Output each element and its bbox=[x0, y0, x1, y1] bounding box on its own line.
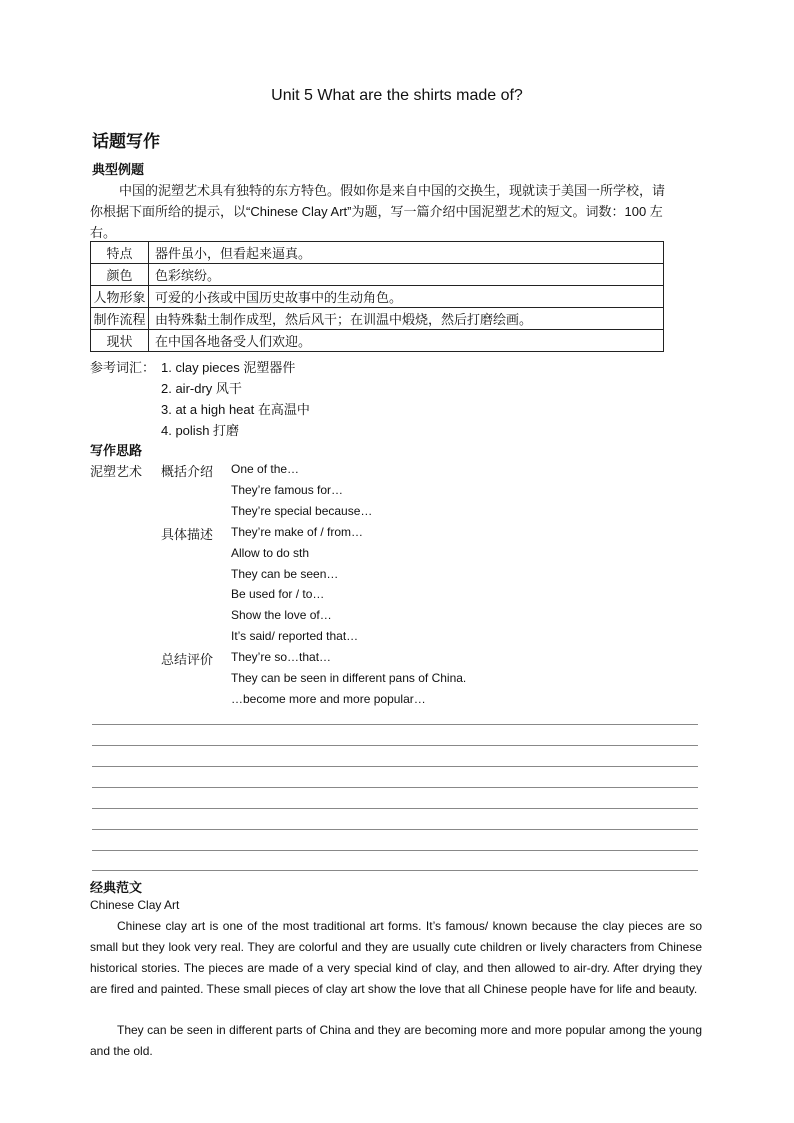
table-key: 颜色 bbox=[91, 264, 149, 286]
outline-intro-label: 概括介绍 bbox=[161, 464, 214, 479]
outline-line: Allow to do sth bbox=[231, 546, 310, 560]
vocab-label: 参考词汇： bbox=[90, 360, 156, 375]
essay-paragraph-1: Chinese clay art is one of the most traditional art forms. It’s famous/ known because the clay pieces are so small but they look very real. They are colorful and they are usually cute children or lively characters from Chinese historical stories. The pieces are made of a very special kind of clay, and then allowed to air-dry. After drying they are fired and painted. These small pieces of clay art show the love that all Chinese people have for life and beauty. bbox=[90, 919, 702, 996]
outline-line: They’re so…that… bbox=[231, 650, 332, 664]
table-key: 人物形象 bbox=[91, 286, 149, 308]
outline-line: It’s said/ reported that… bbox=[231, 629, 359, 643]
table-row bbox=[91, 308, 664, 330]
outline-line: They’re special because… bbox=[231, 504, 373, 518]
vocab-item: 4. polish 打磨 bbox=[161, 423, 240, 438]
outline-line: Show the love of… bbox=[231, 608, 332, 622]
prompt-line-3: 右。 bbox=[90, 225, 117, 240]
outline-line: Be used for / to… bbox=[231, 587, 325, 601]
table-row bbox=[91, 242, 664, 264]
essay-title: Chinese Clay Art bbox=[90, 898, 180, 912]
writing-line[interactable] bbox=[92, 870, 698, 871]
model-heading: 经典范文 bbox=[90, 880, 143, 895]
vocab-item: 3. at a high heat 在高温中 bbox=[161, 402, 310, 417]
prompt-line-2: 你根据下面所给的提示，以“Chinese Clay Art”为题，写一篇介绍中国泥塑艺术的短文。词数：100 左 bbox=[90, 204, 663, 219]
table-key: 制作流程 bbox=[91, 308, 149, 330]
outline-line: They can be seen in different pans of China. bbox=[231, 671, 467, 685]
outline-line: They’re famous for… bbox=[231, 483, 344, 497]
writing-line[interactable] bbox=[92, 724, 698, 725]
table-value: 色彩缤纷。 bbox=[149, 264, 664, 286]
table-value: 可爱的小孩或中国历史故事中的生动角色。 bbox=[149, 286, 664, 308]
vocab-item: 2. air-dry 风干 bbox=[161, 381, 242, 396]
outline-summary-label: 总结评价 bbox=[161, 652, 214, 667]
writing-line[interactable] bbox=[92, 829, 698, 830]
writing-line[interactable] bbox=[92, 766, 698, 767]
table-row bbox=[91, 264, 664, 286]
table-value: 在中国各地备受人们欢迎。 bbox=[149, 330, 664, 352]
writing-line[interactable] bbox=[92, 850, 698, 851]
writing-line[interactable] bbox=[92, 745, 698, 746]
table-key: 特点 bbox=[91, 242, 149, 264]
table-value: 由特殊黏土制作成型，然后风干；在训温中煅烧，然后打磨绘画。 bbox=[149, 308, 664, 330]
outline-detail-label: 具体描述 bbox=[161, 527, 214, 542]
example-heading: 典型例题 bbox=[92, 162, 145, 177]
outline-line: They’re make of / from… bbox=[231, 525, 364, 539]
outline-topic: 泥塑艺术 bbox=[90, 464, 143, 479]
writing-line[interactable] bbox=[92, 808, 698, 809]
outline-line: They can be seen… bbox=[231, 567, 339, 581]
table-key: 现状 bbox=[91, 330, 149, 352]
outline-line: …become more and more popular… bbox=[231, 692, 426, 706]
essay-paragraph-2: They can be seen in different parts of China and they are becoming more and more popular among the young and the old. bbox=[90, 1023, 702, 1058]
ideas-heading: 写作思路 bbox=[90, 443, 143, 458]
topic-heading: 话题写作 bbox=[92, 132, 160, 151]
table-value: 器件虽小，但看起来逼真。 bbox=[149, 242, 664, 264]
hint-table bbox=[90, 241, 664, 352]
table-row bbox=[91, 330, 664, 352]
writing-line[interactable] bbox=[92, 787, 698, 788]
table-row bbox=[91, 286, 664, 308]
page-title: Unit 5 What are the shirts made of? bbox=[271, 87, 523, 104]
vocab-item: 1. clay pieces 泥塑器件 bbox=[161, 360, 296, 375]
outline-line: One of the… bbox=[231, 462, 300, 476]
prompt-line-1: 中国的泥塑艺术具有独特的东方特色。假如你是来自中国的交换生，现就读于美国一所学校，请 bbox=[119, 183, 666, 198]
